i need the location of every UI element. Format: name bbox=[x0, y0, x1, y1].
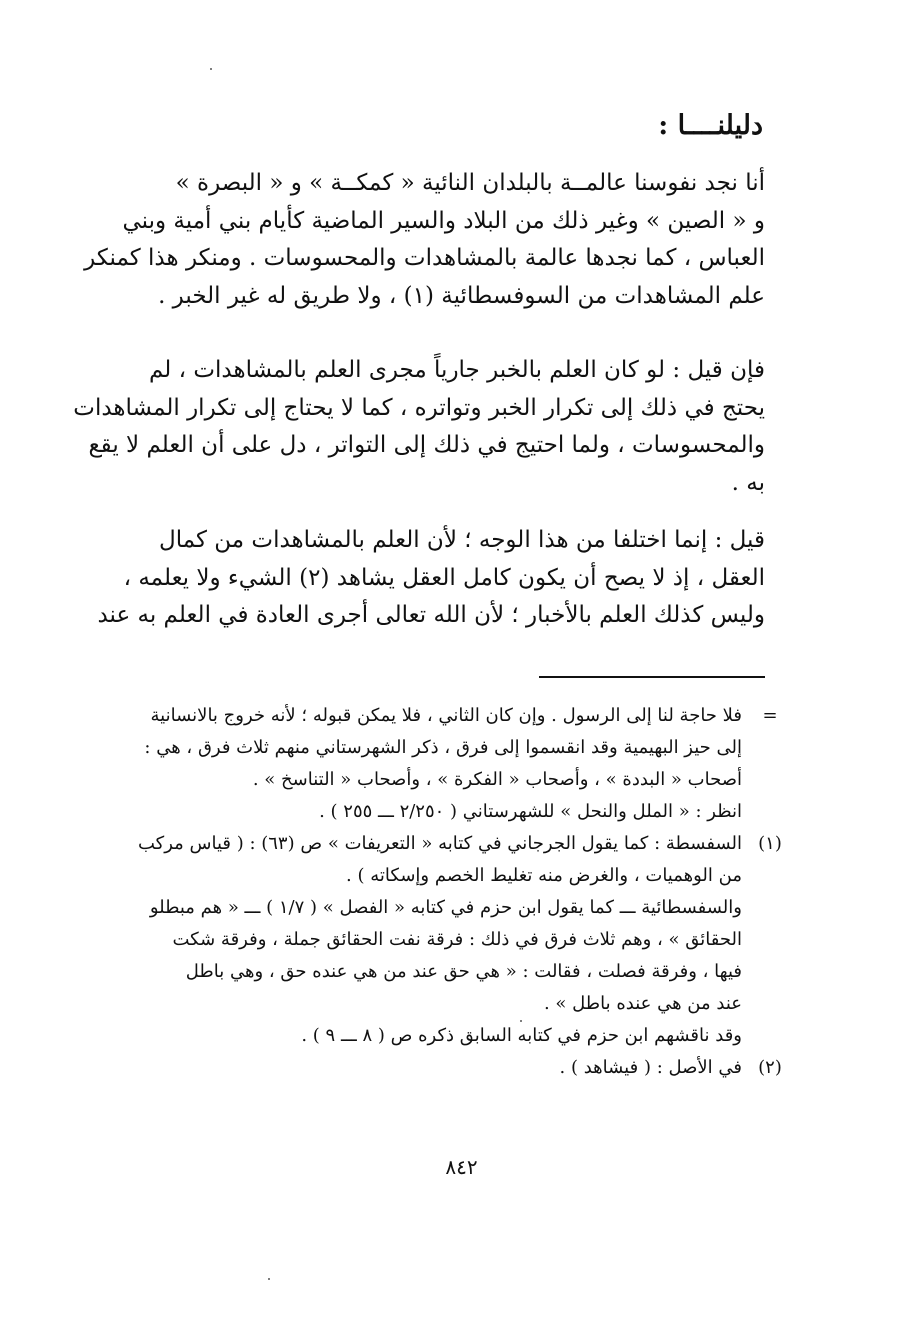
footnote-divider bbox=[539, 676, 765, 678]
footnote-line: عند من هي عنده باطل » . bbox=[543, 993, 742, 1014]
footnote-line: انظر : « الملل والنحل » للشهرستاني ( ٢/٢٥٠ ـــ ٢٥٥ ) . bbox=[319, 801, 742, 822]
paragraph-line: قيل : إنما اختلفا من هذا الوجه ؛ لأن العلم بالمشاهدات من كمال bbox=[159, 527, 765, 553]
footnote-line: من الوهميات ، والغرض منه تغليط الخصم وإسكاته ) . bbox=[346, 865, 742, 886]
footnote-marker: (١) bbox=[758, 833, 782, 854]
paragraph-3 bbox=[97, 522, 765, 635]
paragraph-line: وليس كذلك العلم بالأخبار ؛ لأن الله تعالى أجرى العادة في العلم به عند bbox=[97, 602, 765, 628]
footnote-line: والسفسطائية ـــ كما يقول ابن حزم في كتابه « الفصل » ( ١/٧ ) ـــ « هم مبطلو bbox=[149, 897, 742, 918]
scan-speck bbox=[268, 1278, 270, 1280]
scan-speck bbox=[520, 1020, 522, 1022]
footnote-continued bbox=[125, 700, 790, 828]
footnote-line: فيها ، وفرقة فصلت ، فقالت : « هي حق عند من هي عنده حق ، وهي باطل bbox=[185, 961, 742, 982]
footnote-line: أصحاب « البددة » ، وأصحاب « الفكرة » ، وأصحاب « التناسخ » . bbox=[252, 769, 742, 790]
paragraph-line: و « الصين » وغير ذلك من البلاد والسير الماضية كأيام بني أمية وبني bbox=[122, 207, 765, 234]
footnotes bbox=[125, 700, 790, 1084]
paragraph-line: علم المشاهدات من السوفسطائية (١) ، ولا طريق له غير الخبر . bbox=[158, 282, 765, 309]
page-number: ٨٤٢ bbox=[445, 1155, 478, 1179]
paragraph-line: العقل ، إذ لا يصح أن يكون كامل العقل يشاهد (٢) الشيء ولا يعلمه ، bbox=[123, 564, 765, 591]
footnote-2 bbox=[125, 1052, 790, 1084]
scan-speck bbox=[210, 68, 212, 70]
footnote-line: فلا حاجة لنا إلى الرسول . وإن كان الثاني ، فلا يمكن قبوله ؛ لأنه خروج بالانسانية bbox=[150, 705, 742, 726]
paragraph-line: فإن قيل : لو كان العلم بالخبر جارياً مجرى العلم بالمشاهدات ، لم bbox=[148, 357, 765, 383]
footnote-marker: = bbox=[762, 705, 778, 726]
paragraph-line: يحتج في ذلك إلى تكرار الخبر وتواتره ، كما لا يحتاج إلى تكرار المشاهدات bbox=[73, 394, 765, 421]
footnote-line: وقد ناقشهم ابن حزم في كتابه السابق ذكره ص ( ٨ ـــ ٩ ) . bbox=[301, 1025, 742, 1046]
footnote-marker: (٢) bbox=[758, 1057, 782, 1078]
footnote-line: الحقائق » ، وهم ثلاث فرق في ذلك : فرقة نفت الحقائق جملة ، وفرقة شكت bbox=[172, 929, 742, 950]
paragraph-2 bbox=[73, 352, 765, 502]
paragraph-1 bbox=[84, 165, 765, 315]
footnote-1 bbox=[125, 828, 790, 1052]
footnote-line: في الأصل : ( فيشاهد ) . bbox=[559, 1057, 742, 1078]
paragraph-line: والمحسوسات ، ولما احتيج في ذلك إلى التواتر ، دل على أن العلم لا يقع bbox=[88, 432, 765, 458]
paragraph-line: أنا نجد نفوسنا عالمــة بالبلدان النائية « كمكــة » و « البصرة » bbox=[175, 170, 765, 196]
paragraph-line: العباس ، كما نجدها عالمة بالمشاهدات والمحسوسات . ومنكر هذا كمنكر bbox=[84, 245, 765, 271]
footnote-line: السفسطة : كما يقول الجرجاني في كتابه « التعريفات » ص (٦٣) : ( قياس مركب bbox=[137, 833, 742, 854]
section-heading: دليلنــــا : bbox=[658, 110, 763, 141]
footnote-line: إلى حيز البهيمية وقد انقسموا إلى فرق ، ذكر الشهرستاني منهم ثلاث فرق ، هي : bbox=[144, 737, 742, 758]
paragraph-line: به . bbox=[731, 469, 765, 496]
